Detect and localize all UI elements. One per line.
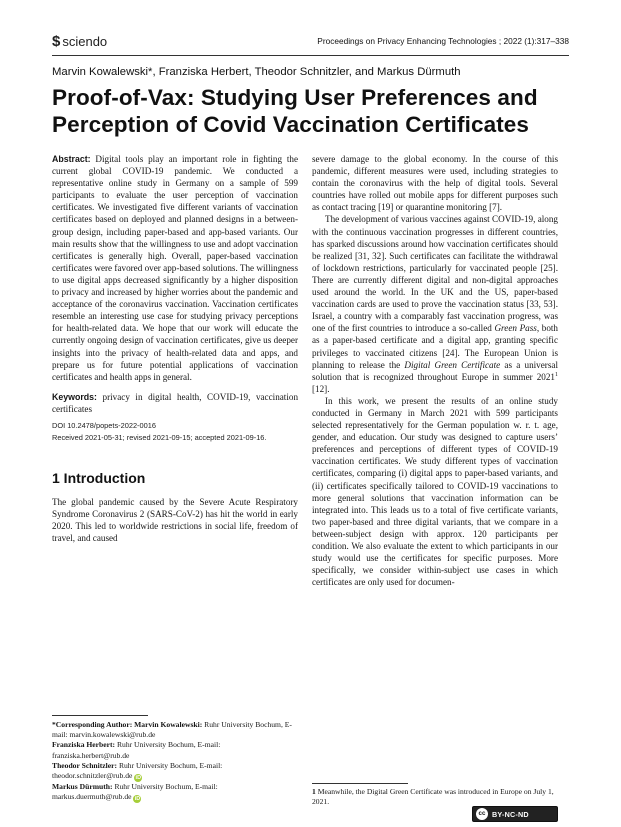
affiliation-rule: [52, 715, 148, 716]
keywords-text: privacy in digital health, COVID-19, vaccination certificates: [52, 391, 299, 414]
abstract-text: Digital tools play an important role in fighting the current global COVID-19 pandemic. We conducted a representative online study in Germany on a sample of 599 participants to evaluate the user perception of vaccination certificates. We investigated five different variants of vaccination certificates based on deployed and planned designs in a between-group design, including paper-based and app-based variants. Our main results show that the willingness to use and adopt vaccination certificates is generally high. Overall, paper-based vaccination certificates were favored over app-based solutions. The willingness to use digital apps decreased significantly by a higher disposition to privacy and increased by higher worries about the pandemic and acceptance of the coronavirus vaccination. Vaccination certificates resemble an interesting use case for studying privacy perceptions for health-related data. We hope that our work will educate the currently ongoing design of vaccination certificates, give us deeper insights into the privacy of health-related data and apps, and prepare us for future potential applications of vaccination certificates and health apps in general.: [52, 154, 298, 382]
license-label: BY-NC-ND: [492, 809, 529, 819]
digital-green-certificate-term: Digital Green Certificate: [404, 359, 501, 370]
abstract: [52, 153, 298, 383]
journal-citation: Proceedings on Privacy Enhancing Technologies ; 2022 (1):317–338: [317, 36, 569, 46]
keywords-label: Keywords:: [52, 391, 97, 402]
received-dates: Received 2021-05-31; revised 2021-09-15; accepted 2021-09-16.: [52, 433, 267, 443]
affiliation-herbert: Franziska Herbert: Ruhr University Bochum, E-mail: franziska.herbert@rub.de: [52, 740, 221, 760]
license-badge[interactable]: [472, 806, 558, 822]
footnote-number: 1: [312, 787, 316, 796]
left-column: [52, 153, 298, 544]
paper-title: Proof-of-Vax: Studying User Preferences and Perception of Covid Vaccination Certificates: [52, 85, 538, 137]
affiliation-kowalewski: *Corresponding Author: Marvin Kowalewski: Ruhr University Bochum, E-mail: marvin.kowalewski@rub.de: [52, 720, 292, 740]
abstract-label: Abstract:: [52, 154, 91, 164]
footnote: [312, 787, 558, 807]
footnote-text: Meanwhile, the Digital Green Certificate was introduced in Europe on July 1, 2021.: [312, 787, 554, 807]
publisher-logo: [52, 33, 107, 50]
publisher-name: sciendo: [62, 34, 108, 49]
footnote-rule: [312, 783, 408, 784]
page-header: [52, 33, 569, 52]
sciendo-logo-icon: $: [52, 33, 61, 50]
affiliation-durmuth: Markus Dürmuth: Ruhr University Bochum, E-mail: markus.duermuth@rub.de iD: [52, 782, 218, 803]
footnote-marker[interactable]: 1: [555, 371, 558, 378]
keywords: [52, 391, 298, 415]
section-heading-introduction: 1 Introduction: [52, 469, 146, 486]
intro-paragraph-1-continued: severe damage to the global economy. In the course of this pandemic, different measures were used, including strategies to contain the coronavirus with the help of digital tools. Several countries have rolled out mobile apps for different purposes such as contact tracing [19] or quarantine monitoring [7].: [312, 154, 558, 213]
creative-commons-icon: cc: [476, 808, 488, 820]
affiliation-schnitzler: Theodor Schnitzler: Ruhr University Bochum, E-mail: theodor.schnitzler@rub.de iD: [52, 760, 223, 782]
header-rule: [52, 55, 569, 56]
author-list: Marvin Kowalewski*, Franziska Herbert, Theodor Schnitzler, and Markus Dürmuth: [52, 66, 461, 78]
orcid-icon[interactable]: iD: [135, 775, 142, 782]
intro-paragraph-2: The development of various vaccines against COVID-19, along with the continuous vaccination progresses in different countries, has sparked discussions around how vaccination certificates should be realized [31, 32]. Such certificates can facilitate the withdrawal of lockdown restrictions, particularly for vaccinated people [25]. There are currently different digital and non-digital approaches used around the world. In the UK and the US, paper-based vaccination cards are used to prove the vaccination status [33, 53]. Israel, a country with a comparably fast vaccination progress, was one of the first countries to introduce a so-called Green Pass, both as a paper-based certificate and a digital app, granting specific privileges to vaccinated citizens [24]. The European Union is planning to release the Digital Green Certificate as a universal solution that is recognized throughout Europe in summer 2021$^1$ [12].: [312, 214, 558, 394]
green-pass-term: Green Pass: [494, 323, 537, 334]
intro-paragraph-3: In this work, we present the results of an online study conducted in Germany in March 2021 with 599 participants selected representatively for the German population w. r. t. age, gender, and education. Our study was designed to capture users’ preferences and perceptions of different types of COVID-19 vaccination certificates. We study different types of vaccination certificates, comparing (i) digital apps to paper-based variants, and (ii) certificates specifically tailored to COVID-19 vaccinations to more general solutions that vaccination information can be integrated into. This leads us to a total of five certificate variants, two paper-based and three digital variants, that we compare in a between-subject design with approx. 120 participants per condition. We also evaluate the extent to which participants in our study would use the certificates for specific purposes. More specifically, we consider within-subject use cases in which certificates are only used for documen-: [312, 395, 558, 588]
affiliations: [52, 720, 298, 803]
intro-paragraph-1: The global pandemic caused by the Severe Acute Respiratory Syndrome Coronavirus 2 (SARS-CoV-2) has hit the world in early 2020. This led to worldwide restrictions in social life, freedom of travel, and caused: [52, 497, 298, 544]
doi: DOI 10.2478/popets-2022-0016: [52, 420, 156, 430]
orcid-icon[interactable]: iD: [134, 796, 141, 803]
right-column: [312, 153, 558, 588]
